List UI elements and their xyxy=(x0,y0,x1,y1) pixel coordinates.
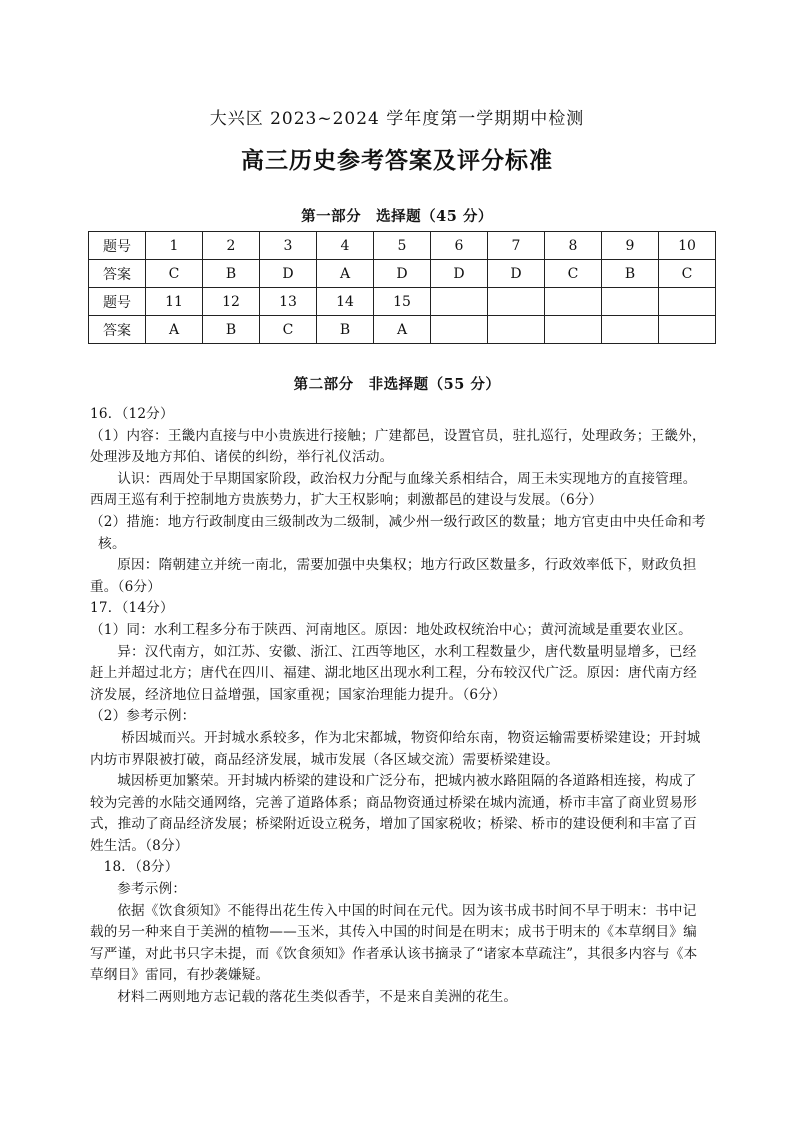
table-cell: 8 xyxy=(545,232,602,260)
table-row xyxy=(89,288,716,316)
table-cell xyxy=(602,316,659,344)
table-cell: C xyxy=(260,316,317,344)
multiple-choice-answer-table xyxy=(88,231,716,344)
row-label: 题号 xyxy=(89,288,146,316)
q18-material-two: 材料二两则地方志记载的落花生类似香芋，不是来自美洲的花生。 xyxy=(117,989,518,1006)
table-cell: 3 xyxy=(260,232,317,260)
q17-part2-city-because-bridge: 城因桥更加繁荣。开封城内桥梁的建设和广泛分布，把城内被水路阻隔的各道路相连接，构成了较为完善的水陆交通网络，完善了道路体系；商品物资通过桥梁在城内流通，桥市丰富了商业贸易形式，推动了商品经济发展；桥梁附近设立税务，增加了国家税收；桥梁、桥市的建设便利和丰富了百姓生活。（8分） xyxy=(90,773,697,854)
q16-part1-content: （1）内容：王畿内直接与中小贵族进行接触；广建都邑，设置官员，驻扎巡行，处理政务；王畿外，处理涉及地方邦伯、诸侯的纠纷，举行礼仪活动。 xyxy=(90,427,706,466)
table-cell: B xyxy=(602,260,659,288)
table-cell: 7 xyxy=(488,232,545,260)
q16-part1-understanding: 认识：西周处于早期国家阶段，政治权力分配与血缘关系相结合，周王未实现地方的直接管理。西周王巡有利于控制地方贵族势力，扩大王权影响；刺激都邑的建设与发展。（6分） xyxy=(90,470,697,509)
table-cell: 6 xyxy=(431,232,488,260)
q17-part1-similarity: （1）同：水利工程多分布于陕西、河南地区。原因：地处政权统治中心；黄河流域是重要农业区。 xyxy=(90,621,692,638)
row-label: 题号 xyxy=(89,232,146,260)
row-label: 答案 xyxy=(89,316,146,344)
part2-answers xyxy=(90,404,710,1009)
table-cell: D xyxy=(374,260,431,288)
row-label: 答案 xyxy=(89,260,146,288)
table-cell xyxy=(545,288,602,316)
table-row xyxy=(89,316,716,344)
table-cell: D xyxy=(431,260,488,288)
q18-argument: 依据《饮食须知》不能得出花生传入中国的时间在元代。因为该书成书时间不早于明末：书中记载的另一种来自于美洲的植物——玉米，其传入中国的时间是在明末；成书于明末的《本草纲目》编写严谨，对此书只字未提，而《饮食须知》作者承认该书摘录了“诸家本草疏注”，其很多内容与《本草纲目》雷同，有抄袭嫌疑。 xyxy=(90,902,698,984)
table-cell: D xyxy=(260,260,317,288)
table-cell: 11 xyxy=(146,288,203,316)
q16-part2-reasons: 原因：隋朝建立并统一南北，需要加强中央集权；地方行政区数量多，行政效率低下，财政负担重。（6分） xyxy=(90,557,697,595)
table-cell: 1 xyxy=(146,232,203,260)
table-cell: D xyxy=(488,260,545,288)
question-17-heading: 17．（14分） xyxy=(90,600,174,617)
table-cell xyxy=(488,288,545,316)
table-cell: 14 xyxy=(317,288,374,316)
part1-title: 第一部分 选择题（45 分） xyxy=(301,208,493,225)
table-cell: C xyxy=(146,260,203,288)
table-cell: A xyxy=(317,260,374,288)
table-cell: B xyxy=(203,316,260,344)
part2-title: 第二部分 非选择题（55 分） xyxy=(293,376,501,393)
q17-part2-heading: （2）参考示例： xyxy=(90,708,196,725)
table-cell: 9 xyxy=(602,232,659,260)
table-cell: 10 xyxy=(659,232,716,260)
table-row xyxy=(89,232,716,260)
table-cell xyxy=(659,288,716,316)
table-cell xyxy=(431,288,488,316)
table-cell xyxy=(545,316,602,344)
q18-example-heading: 参考示例： xyxy=(117,881,187,898)
table-cell xyxy=(431,316,488,344)
question-18-heading: 18．（8分） xyxy=(103,859,179,876)
table-cell: A xyxy=(146,316,203,344)
table-cell: C xyxy=(659,260,716,288)
exam-title: 大兴区 2023~2024 学年度第一学期期中检测 xyxy=(209,109,585,129)
document-title: 高三历史参考答案及评分标准 xyxy=(241,147,553,174)
table-cell xyxy=(602,288,659,316)
table-cell: B xyxy=(317,316,374,344)
table-cell: 13 xyxy=(260,288,317,316)
q17-part2-bridge-because-city: 桥因城而兴。开封城水系较多，作为北宋都城，物资仰给东南，物资运输需要桥梁建设；开封城内坊市界限被打破，商品经济发展，城市发展（各区域交流）需要桥梁建设。 xyxy=(90,729,701,768)
question-16-heading: 16．（12分） xyxy=(90,406,174,422)
table-cell: B xyxy=(203,260,260,288)
table-cell: 4 xyxy=(317,232,374,260)
table-row xyxy=(89,260,716,288)
table-cell xyxy=(488,316,545,344)
table-cell: A xyxy=(374,316,431,344)
table-cell: 12 xyxy=(203,288,260,316)
table-cell: 5 xyxy=(374,232,431,260)
table-cell: 15 xyxy=(374,288,431,316)
table-cell: 2 xyxy=(203,232,260,260)
table-cell: C xyxy=(545,260,602,288)
q16-part2-measures: （2）措施：地方行政制度由三级制改为二级制，减少州一级行政区的数量；地方官吏由中央任命和考核。 xyxy=(90,513,706,552)
table-cell xyxy=(659,316,716,344)
q17-part1-difference: 异：汉代南方，如江苏、安徽、浙江、江西等地区，水利工程数量少，唐代数量明显增多，已经赶上并超过北方；唐代在四川、福建、湖北地区出现水利工程，分布较汉代广泛。原因：唐代南方经济发展，经济地位日益增强，国家重视；国家治理能力提升。（6分） xyxy=(90,643,697,703)
